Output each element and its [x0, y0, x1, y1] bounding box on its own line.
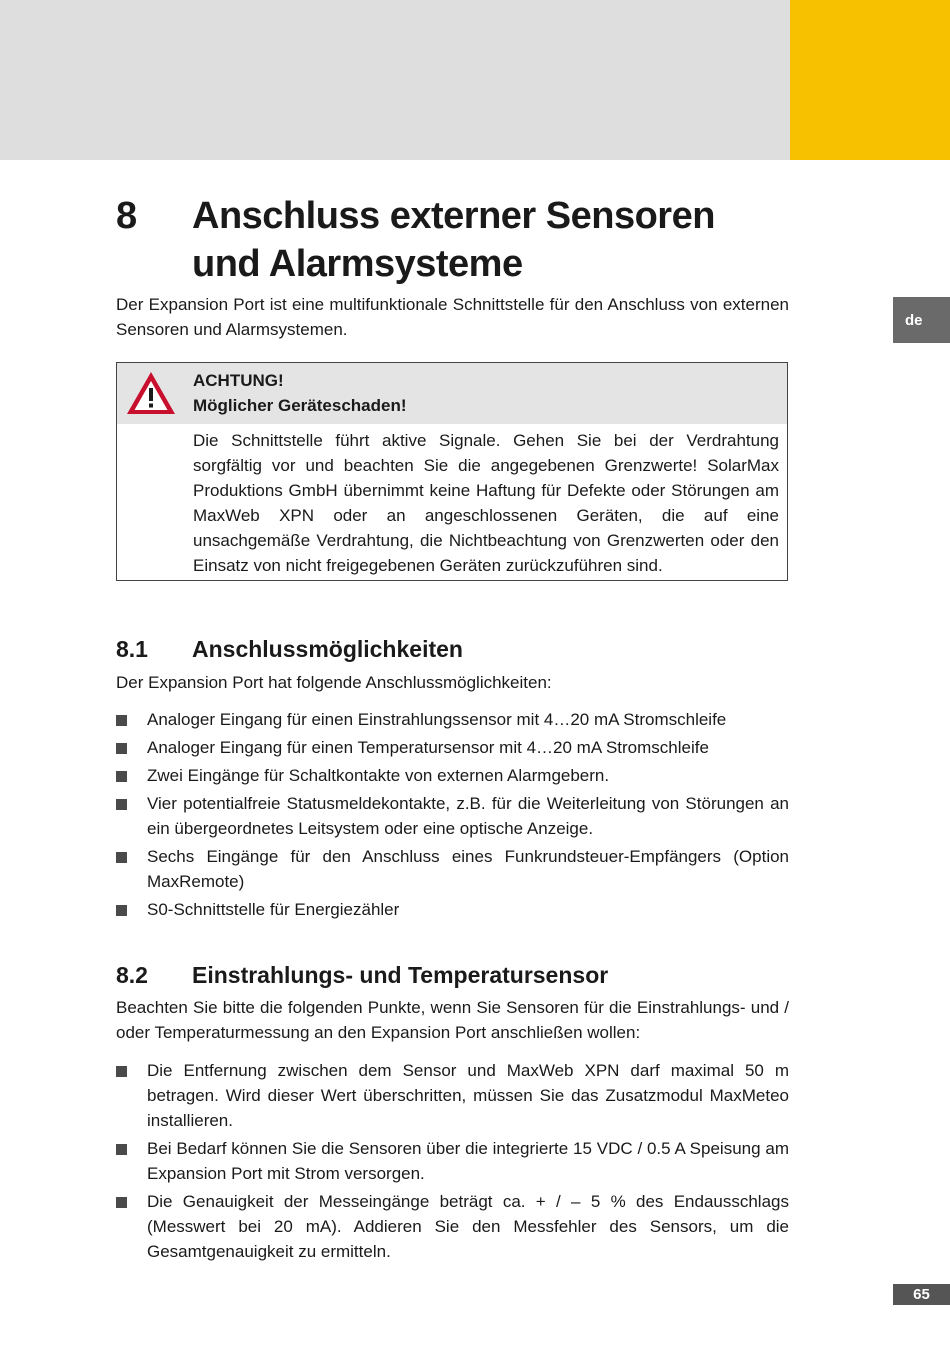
list-item: Die Genauigkeit der Messeingänge beträgt ca. + / – 5 % des Endausschlags (Messwert bei 20 mA). Addieren Sie den Messfehler des Sensors, um die Gesamtgenauigkeit zu ermitteln.	[116, 1189, 789, 1264]
section-title: Anschlussmöglichkeiten	[192, 636, 463, 662]
section-number: 8.1	[116, 636, 148, 662]
bullet-square-icon	[116, 905, 127, 916]
chapter-number: 8	[116, 195, 137, 237]
list-item: Vier potentialfreie Statusmeldekontakte, z.B. für die Weiterleitung von Störungen an ein übergeordnetes Leitsystem oder eine optische Anzeige.	[116, 791, 789, 841]
language-tab: de	[893, 297, 950, 343]
sensor-notes-list	[116, 1058, 789, 1267]
section-number: 8.2	[116, 962, 148, 988]
list-item: Analoger Eingang für einen Temperatursensor mit 4…20 mA Stromschleife	[116, 735, 789, 760]
bullet-square-icon	[116, 1197, 127, 1208]
warning-text: Die Schnittstelle führt aktive Signale. Gehen Sie bei der Verdrahtung sorgfältig vor und beachten Sie die angegebenen Grenzwerte! SolarMax Produktions GmbH übernimmt keine Haftung für Defekte oder Störungen am MaxWeb XPN oder an angeschlossenen Geräten, die auf eine unsachgemäße Verdrahtung, die Nichtbeachtung von Grenzwerten oder den Einsatz von nicht freigegebenen Geräten zurückzuführen sind.	[193, 431, 779, 575]
bullet-square-icon	[116, 715, 127, 726]
bullet-square-icon	[116, 852, 127, 863]
warning-title: ACHTUNG!	[193, 371, 284, 390]
bullet-square-icon	[116, 1066, 127, 1077]
warning-triangle-icon	[125, 369, 177, 417]
warning-box	[116, 362, 788, 581]
bullet-square-icon	[116, 799, 127, 810]
section-intro: Beachten Sie bitte die folgenden Punkte, wenn Sie Sensoren für die Einstrahlungs- und / oder Temperaturmessung an den Expansion Port anschließen wollen:	[116, 998, 789, 1042]
list-item: Bei Bedarf können Sie die Sensoren über die integrierte 15 VDC / 0.5 A Speisung am Expansion Port mit Strom versorgen.	[116, 1136, 789, 1186]
list-item: S0-Schnittstelle für Energiezähler	[116, 897, 789, 922]
chapter-intro: Der Expansion Port ist eine multifunktionale Schnittstelle für den Anschluss von externen Sensoren und Alarmsystemen.	[116, 295, 789, 339]
section-title: Einstrahlungs- und Temperatursensor	[192, 962, 609, 988]
list-item: Zwei Eingänge für Schaltkontakte von externen Alarmgebern.	[116, 763, 789, 788]
connection-options-list	[116, 707, 789, 925]
list-item: Die Entfernung zwischen dem Sensor und MaxWeb XPN darf maximal 50 m betragen. Wird dieser Wert überschritten, müssen Sie das Zusatzmodul MaxMeteo installieren.	[116, 1058, 789, 1133]
header-band	[0, 0, 790, 160]
section-intro: Der Expansion Port hat folgende Anschlussmöglichkeiten:	[116, 673, 552, 692]
bullet-square-icon	[116, 1144, 127, 1155]
bullet-square-icon	[116, 743, 127, 754]
warning-subtitle: Möglicher Geräteschaden!	[193, 396, 407, 415]
list-item: Sechs Eingänge für den Anschluss eines Funkrundsteuer-Empfängers (Option MaxRemote)	[116, 844, 789, 894]
page-number: 65	[893, 1284, 950, 1305]
bullet-square-icon	[116, 771, 127, 782]
list-item: Analoger Eingang für einen Einstrahlungssensor mit 4…20 mA Stromschleife	[116, 707, 789, 732]
header-accent-block	[790, 0, 950, 160]
chapter-title: Anschluss externer Sensoren und Alarmsysteme	[192, 195, 715, 285]
